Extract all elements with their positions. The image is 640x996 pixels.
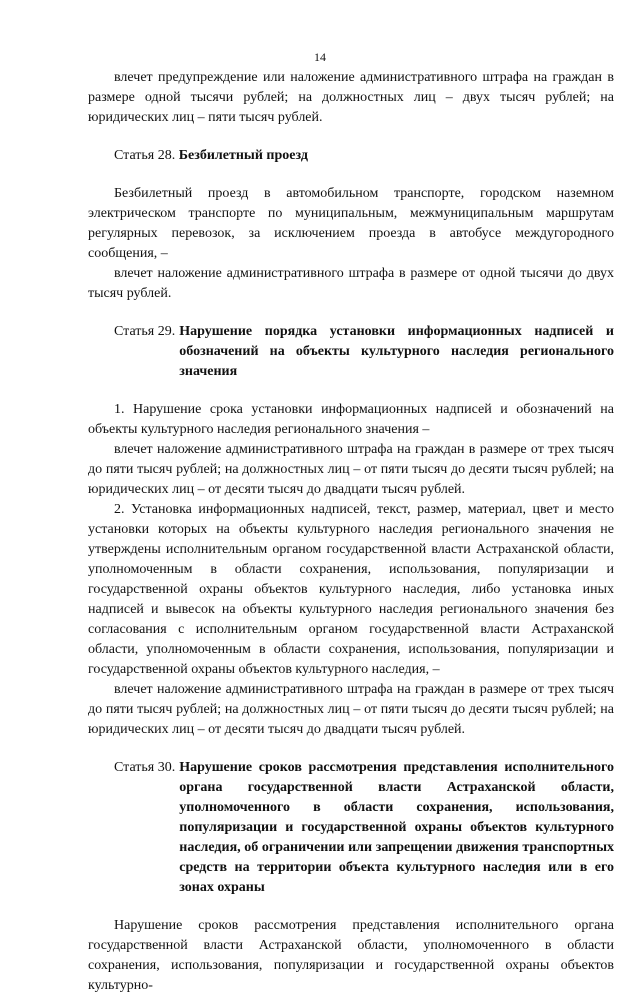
intro-paragraph: влечет предупреждение или наложение административного штрафа на граждан в размере одной тысячи рублей; на должностных лиц – двух тысяч рублей; на юридических лиц – пяти тысяч рублей. [88, 70, 614, 125]
article-29-paragraph-4: влечет наложение административного штрафа на граждан в размере от трех тысяч до пяти тысяч рублей; на должностных лиц – от пяти тысяч до десяти тысяч рублей; на юридических лиц – от десяти тысяч до двадцати тысяч рублей. [88, 682, 614, 737]
article-28-label: Статья 28. [114, 148, 176, 163]
article-28-title: Безбилетный проезд [178, 148, 308, 163]
page-number: 14 [314, 50, 326, 64]
article-30-heading [114, 758, 614, 898]
article-29-heading [114, 322, 614, 382]
article-28-paragraph-1: Безбилетный проезд в автомобильном транспорте, городском наземном электрическом транспорте по муниципальным, межмуниципальным маршрутам регулярных перевозок, за исключением проезда в автобусе междугородного сообщения, – [88, 186, 614, 261]
article-29-paragraph-3: 2. Установка информационных надписей, текст, размер, материал, цвет и место установки которых на объекты культурного наследия регионального значения не утверждены исполнительным органом государственной власти Астраханской области, уполномоченным в области сохранения, использования, популяризации и государственной охраны объектов культурного наследия, либо установка иных надписей и вывесок на объекты культурного наследия регионального значения без согласования с исполнительным органом государственной власти Астраханской области, уполномоченным в области сохранения, использования, популяризации и государственной охраны объектов культурного наследия, – [88, 502, 614, 677]
article-30-label: Статья 30. [114, 760, 176, 775]
article-29-paragraph-2: влечет наложение административного штрафа на граждан в размере от трех тысяч до пяти тысяч рублей; на должностных лиц – от пяти тысяч до десяти тысяч рублей; на юридических лиц – от десяти тысяч до двадцати тысяч рублей. [88, 442, 614, 497]
article-28-heading [88, 146, 614, 166]
article-28-paragraph-2: влечет наложение административного штрафа в размере от одной тысячи до двух тысяч рублей. [88, 266, 614, 301]
article-29-title: Нарушение порядка установки информационных надписей и обозначений на объекты культурного наследия регионального значения [179, 324, 614, 379]
article-30-paragraph-1: Нарушение сроков рассмотрения представления исполнительного органа государственной власти Астраханской области, уполномоченного в области сохранения, использования, популяризации и государственной охраны объектов культурно- [88, 918, 614, 993]
article-29-label: Статья 29. [114, 324, 176, 339]
article-30-title: Нарушение сроков рассмотрения представления исполнительного органа государственной власти Астраханской области, уполномоченного в области сохранения, использования, популяризации и государственной охраны объектов культурного наследия, об ограничении или запрещении движения транспортных средств на территории объекта культурного наследия или в его зонах охраны [179, 760, 614, 895]
document-body [88, 68, 614, 996]
article-29-paragraph-1: 1. Нарушение срока установки информационных надписей и обозначений на объекты культурного наследия регионального значения – [88, 402, 614, 437]
